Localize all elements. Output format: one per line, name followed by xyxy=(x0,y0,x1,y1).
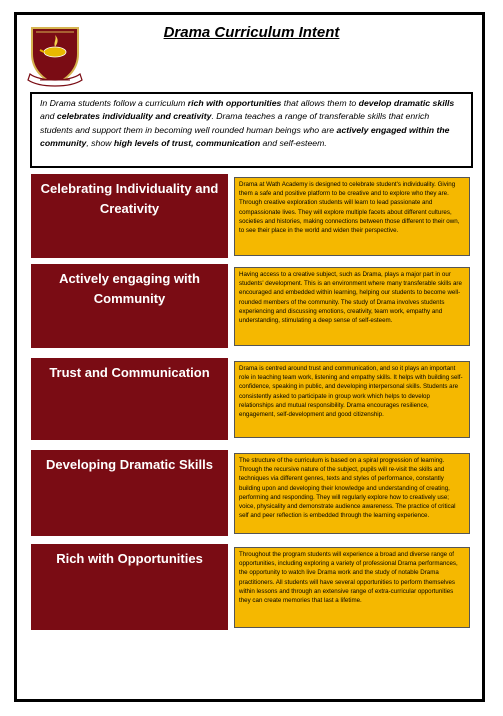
intro-emphasis: actively engaged within the community xyxy=(40,124,450,149)
intro-emphasis: celebrates individuality and creativity xyxy=(56,111,212,122)
intro-statement xyxy=(30,92,473,168)
intro-text: and xyxy=(40,111,57,122)
intro-text: , show xyxy=(86,138,114,149)
intro-emphasis: high levels of trust, communication xyxy=(113,138,261,149)
intro-text: that allows them to xyxy=(281,98,359,108)
section-heading: Celebrating Individuality and Creativity xyxy=(31,174,228,258)
section-heading: Developing Dramatic Skills xyxy=(31,450,228,536)
section-text: Drama is centred around trust and communication, and so it plays an important role in teaching team work, listening and empathy skills. It helps with building self-confidence, speaking in public, and developing interpersonal skills. Students are consistently asked to participate in group work which helps to develop relationships and mutual responsibility. Drama encourages resilience, engagement, self-development and good citizenship. xyxy=(234,361,470,438)
section-text: Drama at Wath Academy is designed to celebrate student's individuality. Giving them a safe and positive platform to be creative and to explore who they are. Through creative exploration students will learn to lead passionate and compassionate lives. They will explore multiple facets about different cultures, societies and histories, making connections between those different to their own, to see their place in the world and widen their perspective. xyxy=(234,177,470,256)
page-title: Drama Curriculum Intent xyxy=(163,24,340,41)
section-heading: Rich with Opportunities xyxy=(31,544,228,630)
intro-text: and self-esteem. xyxy=(260,138,327,149)
section-text: The structure of the curriculum is based on a spiral progression of learning. Through the recursive nature of the subject, pupils will re-visit the skills and techniques via different genres, texts and styles of performance, constantly building upon and developing their knowledge and understanding of creating, performing and responding. They will regularly explore how to creatively use; voice, physicality and demonstrate audience awareness. The practice of critical self and peer reflection is embedded through the learning experience. xyxy=(234,453,470,534)
section-heading: Actively engaging with Community xyxy=(31,264,228,348)
intro-text: . Drama teaches a range of transferable skills that enrich students and support them in becoming well rounded human beings who are xyxy=(40,111,430,135)
section-text: Having access to a creative subject, such as Drama, plays a major part in our students' development. This is an environment where many transferable skills are encouraged and embedded within learning, helping our students to become well-rounded members of the community. The study of Drama involves students experiencing and discussing emotions, creativity, team work, empathy and understanding, stimulating a deep sense of self-esteem. xyxy=(234,267,470,346)
intro-emphasis: rich with opportunities xyxy=(187,98,282,108)
section-heading: Trust and Communication xyxy=(31,358,228,440)
section-text: Throughout the program students will experience a broad and diverse range of opportunities, including exploring a variety of professional Drama performances, the opportunity to watch live Drama work and the study of notable Drama practitioners. All students will have several opportunities to perform themselves within lessons and through an extensive range of extra-curricular opportunities they can create memories that last a lifetime. xyxy=(234,547,470,628)
intro-text: In Drama students follow a curriculum xyxy=(40,98,188,108)
intro-emphasis: develop dramatic skills xyxy=(358,98,455,108)
